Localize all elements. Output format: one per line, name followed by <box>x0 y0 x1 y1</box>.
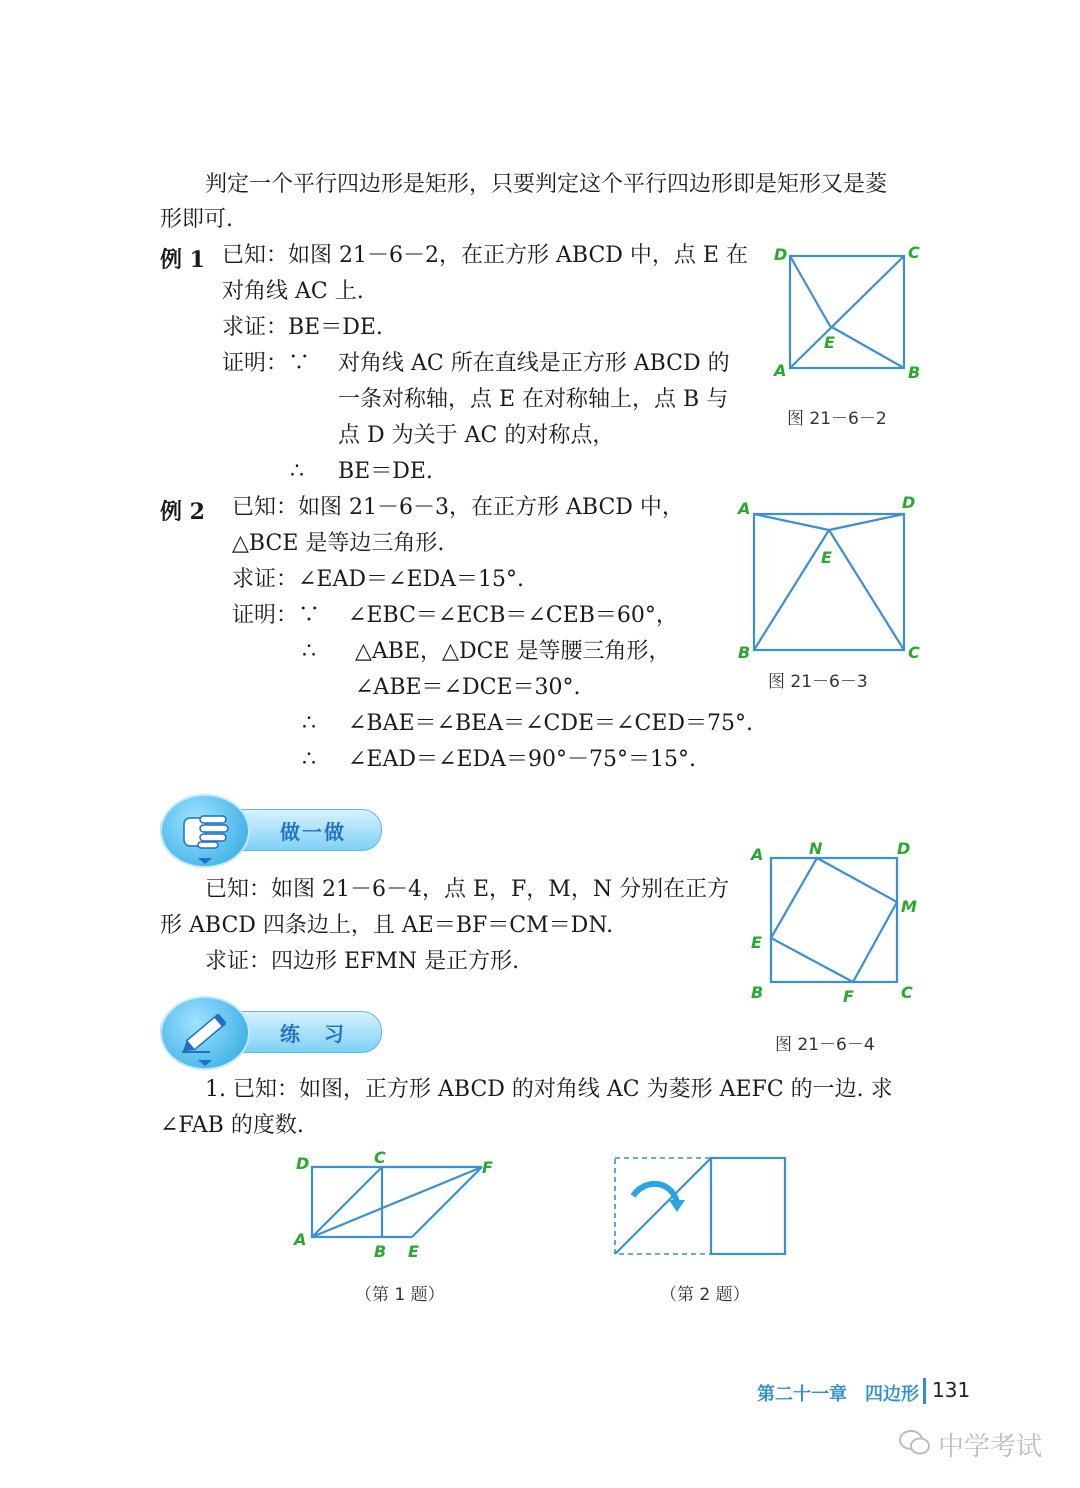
fig1-label-a: A <box>774 361 787 380</box>
fig3-label-c: C <box>901 983 913 1002</box>
fig1-diagonal-ac <box>790 256 904 368</box>
example-2-known-1: 已知：如图 21－6－3，在正方形 ABCD 中， <box>232 495 684 520</box>
figure-21-6-4 <box>745 838 930 1013</box>
example-2-step-2b: ∠ABE＝∠DCE＝30°. <box>355 675 581 700</box>
example-1-proof-label: 证明：∵ <box>222 351 311 376</box>
activity-title: 做一做 <box>280 820 346 844</box>
activity-line-2: 形 ABCD 四条边上，且 AE＝BF＝CM＝DN. <box>160 913 614 938</box>
example-1-label: 例 1 <box>160 247 205 273</box>
fig2-segment-be <box>754 530 829 650</box>
ex1-label-d: D <box>296 1154 310 1173</box>
example-2-known-2: △BCE 是等边三角形. <box>232 531 445 556</box>
fig1-label-d: D <box>774 245 788 264</box>
fig3-label-f: F <box>843 987 854 1006</box>
activity-line-1: 已知：如图 21－6－4，点 E，F，M，N 分别在正方 <box>205 877 730 902</box>
example-1-proof-2: 一条对称轴，点 E 在对称轴上，点 B 与 <box>338 387 729 412</box>
fig3-label-e: E <box>751 933 762 952</box>
example-2-step-4: ∠EAD＝∠EDA＝90°－75°＝15°. <box>348 747 697 772</box>
exercise-figure-2-caption: （第 2 题） <box>660 1285 750 1305</box>
example-1-known-2: 对角线 AC 上. <box>222 279 364 304</box>
fig3-label-a: A <box>751 845 764 864</box>
ex1-diagonal-af <box>312 1167 482 1237</box>
fig2-label-d: D <box>902 493 916 512</box>
example-2-therefore-2: ∴ <box>302 711 316 736</box>
fig1-segment-be <box>830 326 904 368</box>
fig2-segment-ce <box>829 530 904 650</box>
figure-21-6-3 <box>734 490 934 665</box>
pencil-icon <box>160 996 250 1070</box>
intro-line-1: 判定一个平行四边形是矩形，只要判定这个平行四边形即是矩形又是菱 <box>205 172 888 197</box>
fold-arrow-icon <box>633 1184 685 1212</box>
figure-21-6-4-caption: 图 21－6－4 <box>775 1035 875 1055</box>
ex1-label-a: A <box>294 1230 307 1249</box>
exercise-figure-1 <box>292 1145 507 1265</box>
ex1-label-e: E <box>408 1242 419 1261</box>
exercise-q1-line-2: ∠FAB 的度数. <box>160 1113 304 1138</box>
fig2-label-a: A <box>738 499 751 518</box>
hand-icon <box>160 794 250 868</box>
figure-21-6-3-caption: 图 21－6－3 <box>768 672 868 692</box>
footer-divider <box>923 1378 926 1404</box>
example-2-proof-1: ∠EBC＝∠ECB＝∠CEB＝60°， <box>348 603 678 628</box>
example-1-prove: 求证：BE＝DE. <box>222 315 383 340</box>
fig3-label-n: N <box>809 839 823 858</box>
watermark-text: 中学考试 <box>938 1432 1043 1462</box>
fig2-label-c: C <box>908 643 920 662</box>
example-1-conclusion: BE＝DE. <box>338 459 433 484</box>
fig3-label-m: M <box>901 897 917 916</box>
fig1-label-b: B <box>908 363 921 382</box>
wechat-icon <box>898 1428 932 1462</box>
fig3-label-b: B <box>751 983 764 1002</box>
exercise-q1-line-1: 1. 已知：如图，正方形 ABCD 的对角线 AC 为菱形 AEFC 的一边. 求 <box>205 1077 893 1102</box>
fig3-square <box>771 858 897 982</box>
example-2-therefore-1: ∴ <box>302 639 316 664</box>
fig1-label-c: C <box>908 243 920 262</box>
fig2-segment-ae <box>754 514 829 530</box>
fig2-label-e: E <box>821 548 832 567</box>
figure-21-6-2-caption: 图 21－6－2 <box>787 409 887 429</box>
fig3-label-d: D <box>897 839 911 858</box>
example-2-therefore-3: ∴ <box>302 747 316 772</box>
exercise-figure-1-caption: （第 1 题） <box>355 1285 445 1305</box>
example-2-step-2a: △ABE，△DCE 是等腰三角形， <box>355 639 671 664</box>
example-2-proof-label: 证明：∵ <box>232 603 321 628</box>
exercise-title: 练 习 <box>280 1022 346 1046</box>
example-1-proof-1: 对角线 AC 所在直线是正方形 ABCD 的 <box>338 351 730 376</box>
example-2-prove: 求证：∠EAD＝∠EDA＝15°. <box>232 567 525 592</box>
example-1-known-1: 已知：如图 21－6－2，在正方形 ABCD 中，点 E 在 <box>222 243 748 268</box>
fig1-segment-de <box>790 256 830 326</box>
ex2-fold-line <box>615 1158 711 1254</box>
ex1-diagonal-ac <box>312 1167 382 1237</box>
example-2-step-3: ∠BAE＝∠BEA＝∠CDE＝∠CED＝75°. <box>348 711 754 736</box>
ex1-label-b: B <box>374 1242 387 1261</box>
ex1-label-f: F <box>482 1158 493 1177</box>
fig2-label-b: B <box>738 643 751 662</box>
intro-line-2: 形即可. <box>160 207 233 232</box>
fig2-segment-de <box>829 514 904 530</box>
ex2-rectangle <box>711 1158 785 1254</box>
fig3-inner-square <box>771 858 897 982</box>
activity-line-3: 求证：四边形 EFMN 是正方形. <box>205 949 520 974</box>
figure-21-6-2 <box>770 238 930 388</box>
fig2-square <box>754 514 904 650</box>
footer-chapter: 第二十一章 四边形 <box>757 1384 919 1405</box>
page-number: 131 <box>932 1378 971 1402</box>
fig1-label-e: E <box>824 333 835 352</box>
ex1-label-c: C <box>374 1148 386 1167</box>
example-2-label: 例 2 <box>160 499 205 525</box>
exercise-figure-2 <box>605 1150 795 1265</box>
ex1-segment-fe <box>412 1167 482 1237</box>
example-1-proof-3: 点 D 为关于 AC 的对称点， <box>338 423 615 448</box>
example-1-therefore: ∴ <box>290 459 304 484</box>
